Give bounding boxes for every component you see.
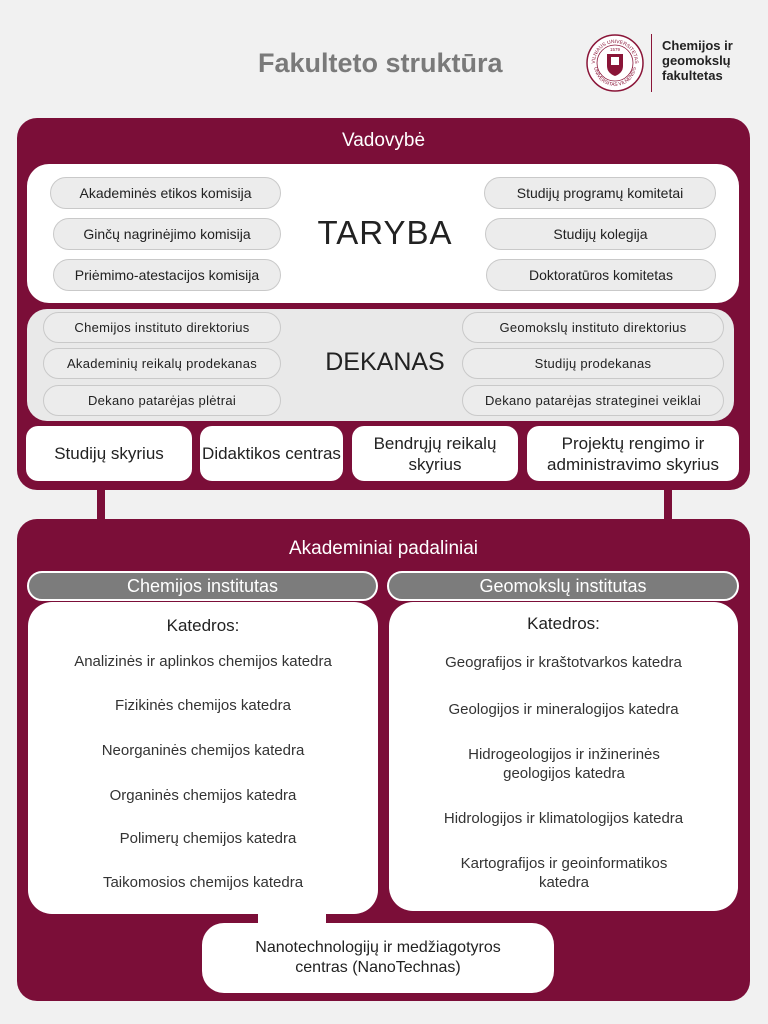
- academic-title: Akademiniai padaliniai: [288, 538, 479, 559]
- dean-right-item: Studijų prodekanas: [462, 348, 724, 379]
- dean-right-item: Dekano patarėjas strateginei veiklai: [462, 385, 724, 416]
- council-right-item: Studijų programų komitetai: [484, 177, 716, 209]
- dean-left-item: Akademinių reikalų prodekanas: [43, 348, 281, 379]
- council-right-item: Studijų kolegija: [485, 218, 716, 250]
- council-left-item: Ginčų nagrinėjimo komisija: [53, 218, 281, 250]
- dean-right-item: Geomokslų instituto direktorius: [462, 312, 724, 343]
- chemistry-institute-header: Chemijos institutas: [27, 571, 378, 601]
- geo-departments-label: Katedros:: [527, 614, 600, 633]
- council-right-item: Doktoratūros komitetas: [486, 259, 716, 291]
- geo-institute-header: Geomokslų institutas: [387, 571, 739, 601]
- chemistry-departments-label: Katedros:: [166, 616, 240, 635]
- council-left-item: Akademinės etikos komisija: [50, 177, 281, 209]
- geo-department: Hidrogeologijos ir inžinerinės geologijos katedra: [468, 746, 660, 782]
- chemistry-department: Organinės chemijos katedra: [109, 787, 297, 804]
- seal-inner-text: UNIVERSITAS VILNENSIS: [592, 66, 638, 89]
- chemistry-department: Analizinės ir aplinkos chemijos katedra: [74, 653, 332, 670]
- faculty-logo-text: [662, 38, 762, 83]
- unit-box: Projektų rengimo ir administravimo skyrius: [527, 426, 739, 481]
- chemistry-department: Neorganinės chemijos katedra: [101, 742, 305, 759]
- dean-left-item: Chemijos instituto direktorius: [43, 312, 281, 343]
- dean-name: DEKANAS: [325, 348, 445, 376]
- seal-outer-text: VILNIAUS UNIVERSITETAS: [590, 38, 640, 64]
- faculty-line-1: Chemijos ir: [662, 38, 733, 53]
- seal-year: 1579: [609, 47, 621, 52]
- geo-department: Hidrologijos ir klimatologijos katedra: [443, 810, 684, 827]
- management-title: Vadovybė: [341, 130, 426, 151]
- dean-left-item: Dekano patarėjas plėtrai: [43, 385, 281, 416]
- chemistry-department: Taikomosios chemijos katedra: [102, 874, 304, 891]
- council-left-item: Priėmimo-atestacijos komisija: [53, 259, 281, 291]
- faculty-line-2: geomokslų: [662, 53, 731, 68]
- unit-box: Studijų skyrius: [26, 426, 192, 481]
- geo-department: Geologijos ir mineralogijos katedra: [448, 701, 679, 718]
- page-title: Fakulteto struktūra: [258, 48, 503, 78]
- nanotechnas-center: Nanotechnologijų ir medžiagotyros centras (NanoTechnas): [202, 923, 554, 993]
- council-name: TARYBA: [317, 214, 453, 251]
- unit-box: Bendrųjų reikalų skyrius: [352, 426, 518, 481]
- chemistry-department: Fizikinės chemijos katedra: [115, 697, 291, 714]
- geo-department: Kartografijos ir geoinformatikos katedra: [460, 855, 668, 891]
- unit-box: Didaktikos centras: [200, 426, 343, 481]
- chemistry-department: Polimerų chemijos katedra: [119, 830, 297, 847]
- logo-divider: [651, 34, 652, 92]
- faculty-line-3: fakultetas: [662, 68, 723, 83]
- university-seal-icon: [585, 33, 645, 93]
- geo-department: Geografijos ir kraštotvarkos katedra: [445, 654, 682, 671]
